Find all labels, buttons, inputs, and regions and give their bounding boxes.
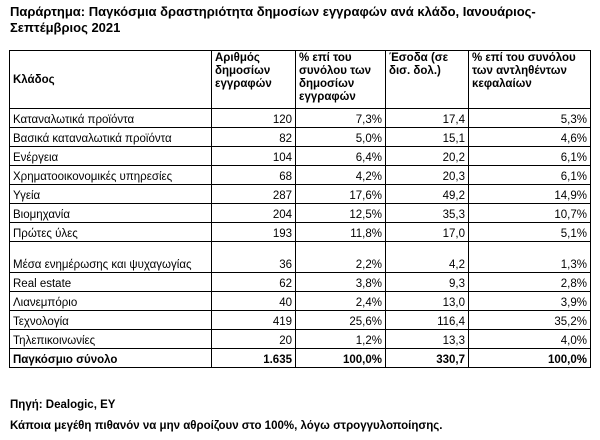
cell-count-pct: 5,0% [296,128,386,147]
cell-proceeds-pct: 4,6% [469,128,591,147]
cell-count: 68 [212,166,296,185]
page-title: Παράρτημα: Παγκόσμια δραστηριότητα δημοσίων εγγραφών ανά κλάδο, Ιανουάριος-Σεπτέμβριος 2021 [10,4,536,35]
cell-count: 40 [212,292,296,311]
cell-count: 419 [212,311,296,330]
table-row [10,292,591,311]
cell-sector: Μέσα ενημέρωσης και ψυχαγωγίας [10,242,212,273]
cell-proceeds-pct: 3,9% [469,292,591,311]
cell-count: 204 [212,204,296,223]
cell-sector: Real estate [10,273,212,292]
cell-proceeds: 330,7 [386,349,469,368]
table-row [10,109,591,128]
cell-count-pct: 3,8% [296,273,386,292]
cell-proceeds: 13,0 [386,292,469,311]
cell-count: 62 [212,273,296,292]
col-header-sector: Κλάδος [10,51,212,109]
col-header-count: Αριθμός δημοσίων εγγραφών [212,51,296,109]
cell-sector: Υγεία [10,185,212,204]
cell-count-pct: 12,5% [296,204,386,223]
table-row [10,330,591,349]
cell-count-pct: 25,6% [296,311,386,330]
cell-proceeds: 17,0 [386,223,469,242]
cell-count: 287 [212,185,296,204]
cell-proceeds-pct: 5,1% [469,223,591,242]
cell-count-pct: 2,2% [296,242,386,273]
table-row [10,242,591,273]
cell-count-pct: 100,0% [296,349,386,368]
table-header-row [10,51,591,109]
table-row [10,166,591,185]
cell-proceeds: 20,3 [386,166,469,185]
cell-proceeds-pct: 6,1% [469,147,591,166]
table-row [10,204,591,223]
cell-sector: Τεχνολογία [10,311,212,330]
cell-proceeds: 35,3 [386,204,469,223]
cell-proceeds-pct: 10,7% [469,204,591,223]
cell-count: 193 [212,223,296,242]
cell-sector: Πρώτες ύλες [10,223,212,242]
table-row [10,311,591,330]
col-header-proceeds-pct: % επί του συνόλου των αντληθέντων κεφαλαίων [469,51,591,109]
cell-proceeds: 116,4 [386,311,469,330]
cell-proceeds: 13,3 [386,330,469,349]
cell-sector: Λιανεμπόριο [10,292,212,311]
cell-count: 20 [212,330,296,349]
cell-count-pct: 6,4% [296,147,386,166]
cell-count-pct: 17,6% [296,185,386,204]
cell-count: 1.635 [212,349,296,368]
cell-count: 104 [212,147,296,166]
cell-count-pct: 11,8% [296,223,386,242]
cell-sector: Παγκόσμιο σύνολο [10,349,212,368]
col-header-count-pct: % επί του συνόλου των δημοσίων εγγραφών [296,51,386,109]
table-row [10,273,591,292]
cell-sector: Χρηματοοικονομικές υπηρεσίες [10,166,212,185]
cell-proceeds-pct: 35,2% [469,311,591,330]
table-row [10,223,591,242]
table-row [10,185,591,204]
cell-sector: Ενέργεια [10,147,212,166]
cell-proceeds-pct: 6,1% [469,166,591,185]
cell-sector: Καταναλωτικά προϊόντα [10,109,212,128]
cell-proceeds-pct: 4,0% [469,330,591,349]
table-total-row [10,349,591,368]
cell-proceeds-pct: 2,8% [469,273,591,292]
cell-proceeds: 49,2 [386,185,469,204]
cell-proceeds: 20,2 [386,147,469,166]
sector-table [9,50,591,368]
cell-sector: Βασικά καταναλωτικά προϊόντα [10,128,212,147]
cell-proceeds: 17,4 [386,109,469,128]
cell-proceeds-pct: 1,3% [469,242,591,273]
cell-sector: Βιομηχανία [10,204,212,223]
cell-proceeds: 4,2 [386,242,469,273]
rounding-note: Κάποια μεγέθη πιθανόν να μην αθροίζουν στο 100%, λόγω στρογγυλοποίησης. [10,420,443,432]
cell-proceeds-pct: 5,3% [469,109,591,128]
col-header-proceeds: Έσοδα (σε δισ. δολ.) [386,51,469,109]
cell-proceeds: 15,1 [386,128,469,147]
cell-proceeds: 9,3 [386,273,469,292]
table-row [10,128,591,147]
cell-count-pct: 2,4% [296,292,386,311]
cell-count: 36 [212,242,296,273]
cell-count: 120 [212,109,296,128]
table-row [10,147,591,166]
cell-count-pct: 7,3% [296,109,386,128]
cell-count: 82 [212,128,296,147]
cell-proceeds-pct: 14,9% [469,185,591,204]
source-note: Πηγή: Dealogic, EY [10,399,116,411]
cell-sector: Τηλεπικοινωνίες [10,330,212,349]
cell-count-pct: 4,2% [296,166,386,185]
cell-proceeds-pct: 100,0% [469,349,591,368]
cell-count-pct: 1,2% [296,330,386,349]
